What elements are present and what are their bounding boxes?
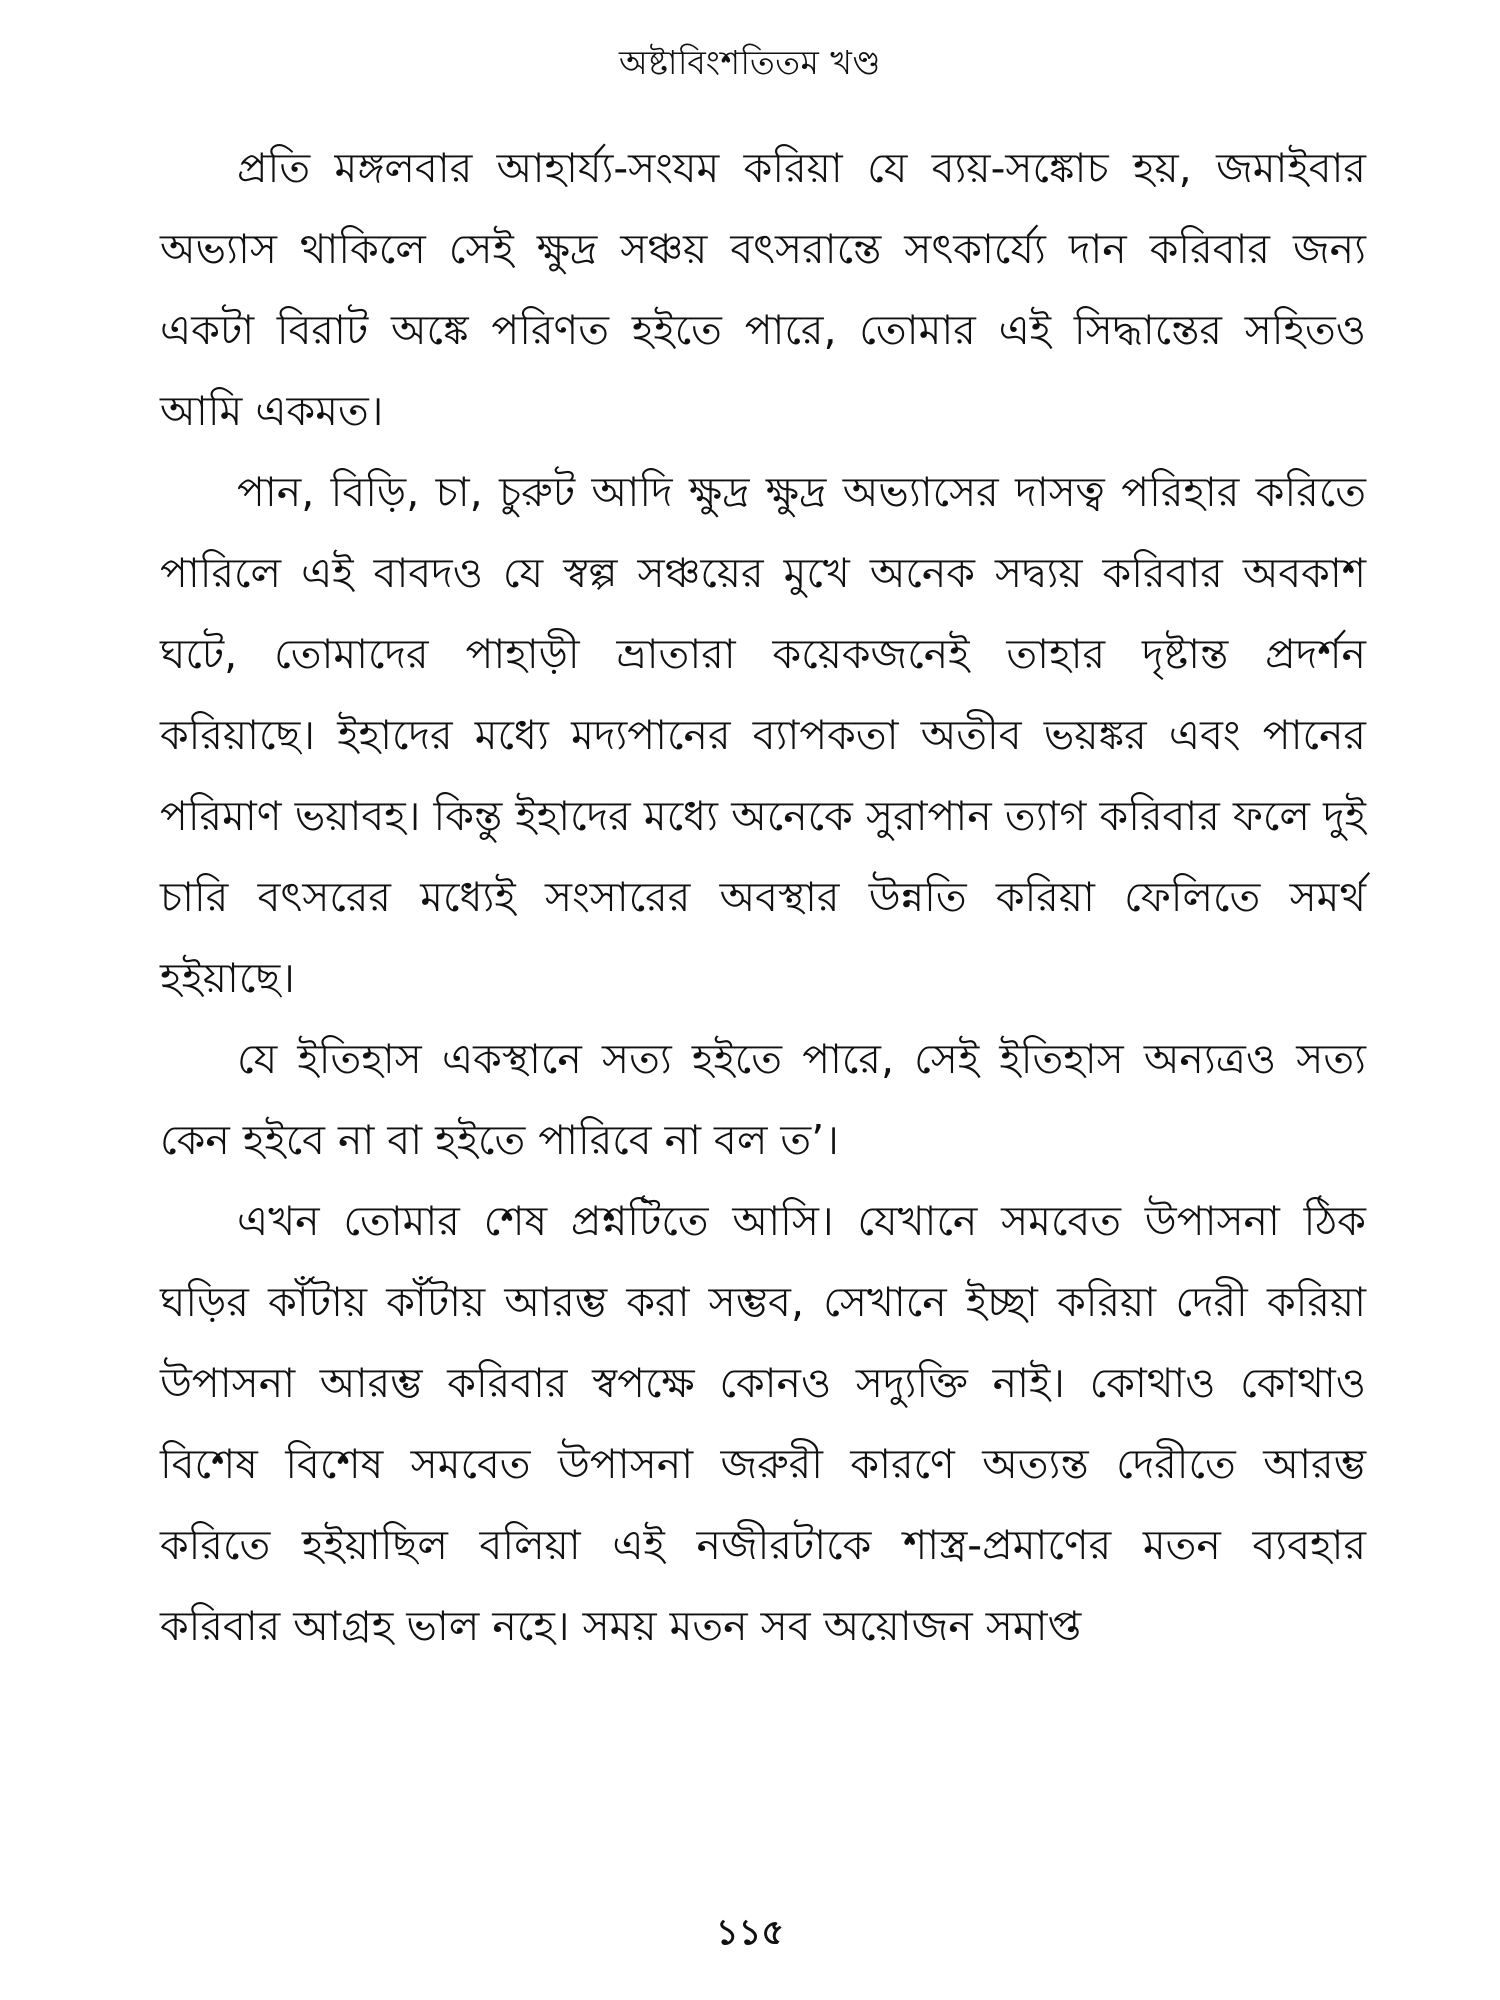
page-number: ১১৫ <box>715 1913 785 1953</box>
running-header: অষ্টাবিংশতিতম খণ্ড <box>619 43 881 82</box>
paragraph-1: প্রতি মঙ্গলবার আহার্য্য-সংযম করিয়া যে ব্যয়-সঙ্কোচ হয়, জমাইবার অভ্যাস থাকিলে সেই ক্ষুদ্র সঞ্চয় বৎসরান্তে সৎকার্য্যে দান করিবার জন্য একটা বিরাট অঙ্কে পরিণত হইতে পারে, তোমার এই সিদ্ধান্তের সহিতও আমি একমত। <box>160 144 1366 435</box>
paragraph-4: এখন তোমার শেষ প্রশ্নটিতে আসি। যেখানে সমবেত উপাসনা ঠিক ঘড়ির কাঁটায় কাঁটায় আরম্ভ করা সম্ভব, সেখানে ইচ্ছা করিয়া দেরী করিয়া উপাসনা আরম্ভ করিবার স্বপক্ষে কোনও সদ্যুক্তি নাই। কোথাও কোথাও বিশেষ বিশেষ সমবেত উপাসনা জরুরী কারণে অত্যন্ত দেরীতে আরম্ভ করিতে হইয়াছিল বলিয়া এই নজীরটাকে শাস্ত্র-প্রমাণের মতন ব্যবহার করিবার আগ্রহ ভাল নহে। সময় মতন সব অয়োজন সমাপ্ত <box>160 1197 1366 1650</box>
paragraph-3: যে ইতিহাস একস্থানে সত্য হইতে পারে, সেই ইতিহাস অন্যত্রও সত্য কেন হইবে না বা হইতে পারিবে না বল ত’। <box>160 1035 1366 1164</box>
paragraph-2: পান, বিড়ি, চা, চুরুট আদি ক্ষুদ্র ক্ষুদ্র অভ্যাসের দাসত্ব পরিহার করিতে পারিলে এই বাবদও যে স্বল্প সঞ্চয়ের মুখে অনেক সদ্ব্যয় করিবার অবকাশ ঘটে, তোমাদের পাহাড়ী ভ্রাতারা কয়েকজনেই তাহার দৃষ্টান্ত প্রদর্শন করিয়াছে। ইহাদের মধ্যে মদ্যপানের ব্যাপকতা অতীব ভয়ঙ্কর এবং পানের পরিমাণ ভয়াবহ। কিন্তু ইহাদের মধ্যে অনেকে সুরাপান ত্যাগ করিবার ফলে দুই চারি বৎসরের মধ্যেই সংসারের অবস্থার উন্নতি করিয়া ফেলিতে সমর্থ হইয়াছে। <box>160 468 1366 1002</box>
body-text <box>160 128 1366 1667</box>
